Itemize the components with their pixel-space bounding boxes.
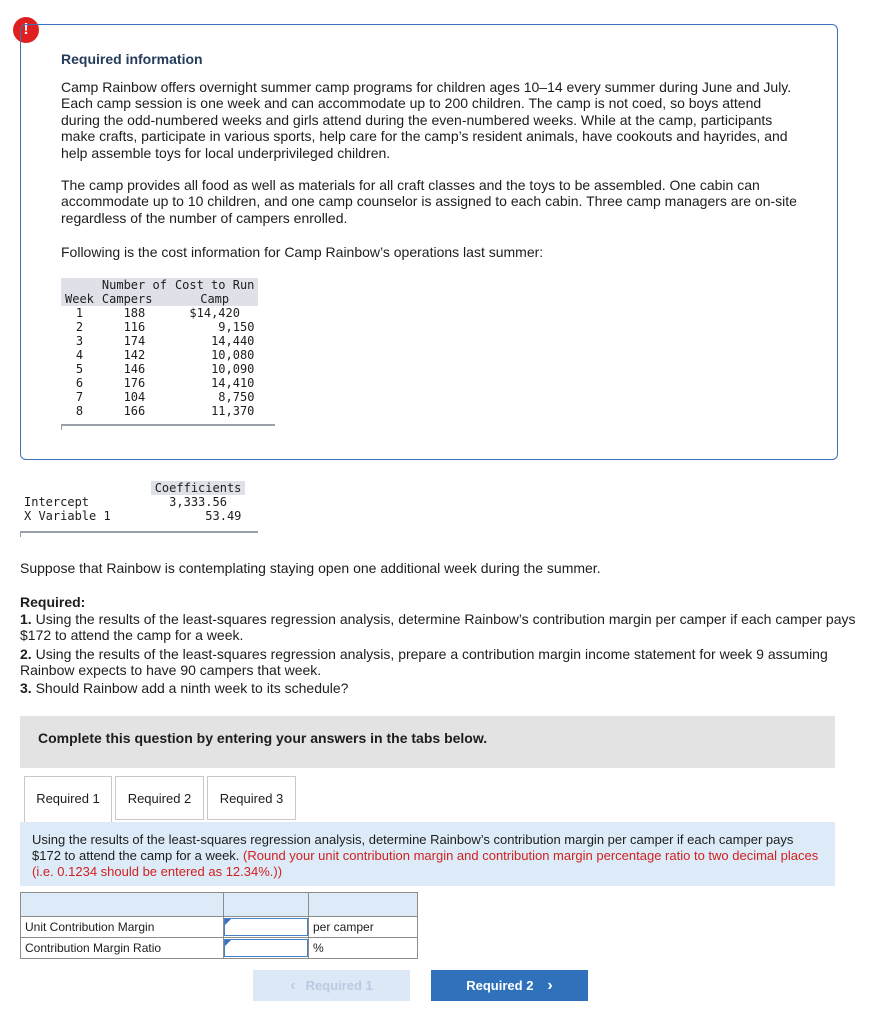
cost-cell: 8,750 (171, 390, 258, 404)
item-number: 3. (20, 680, 32, 696)
coef-label: Intercept (24, 495, 90, 509)
coef-divider (20, 531, 258, 533)
answer-unit: per camper (309, 917, 418, 938)
table-row (61, 320, 258, 334)
table-row (61, 376, 258, 390)
coef-divider-tick (20, 531, 21, 537)
table-header-cell: Campers (98, 292, 171, 306)
week-cell: 2 (61, 320, 98, 334)
table-header-cell: Cost to Run (171, 278, 258, 292)
chevron-right-icon: › (547, 977, 553, 994)
suppose-text: Suppose that Rainbow is contemplating staying open one additional week during the summer. (20, 560, 601, 576)
required-information-box (20, 24, 838, 460)
table-row (61, 404, 258, 418)
complete-question-bar (20, 716, 835, 768)
week-cell: 8 (61, 404, 98, 418)
campers-cell: 166 (98, 404, 171, 418)
next-required-button[interactable] (431, 970, 588, 1001)
table-row (21, 938, 418, 959)
campers-cell: 146 (98, 362, 171, 376)
cost-cell: 10,090 (171, 362, 258, 376)
table-row (61, 348, 258, 362)
item-text: Should Rainbow add a ninth week to its schedule? (31, 680, 349, 696)
answer-label: Contribution Margin Ratio (21, 938, 224, 959)
table-header-cell: Camp (171, 292, 258, 306)
week-cell: 5 (61, 362, 98, 376)
item-text: Using the results of the least-squares regression analysis, determine Rainbow’s contribution margin per camper if each camper pays $172 to attend the camp for a week. (20, 611, 856, 644)
tab-required-1[interactable]: Required 1 (24, 776, 112, 822)
prev-button-label: Required 1 (305, 978, 373, 993)
week-cell: 6 (61, 376, 98, 390)
cost-data-table (61, 278, 258, 418)
answer-unit: % (309, 938, 418, 959)
info-paragraph-1: Camp Rainbow offers overnight summer camp programs for children ages 10–14 every summer during June and July. Each camp session is one week and can accommodate up to 200 children. The camp is not coed, so boys attend during the odd-numbered weeks and girls attend during the even-numbered weeks. While at the camp, participants make crafts, participate in various sports, help care for the camp’s resident animals, have cookouts and hayrides, and help assemble toys for local underprivileged children. (61, 79, 792, 161)
item-number: 1. (20, 611, 32, 627)
info-paragraph-2: The camp provides all food as well as materials for all craft classes and the toys to be assembled. One cabin can accommodate up to 10 children, and one camp counselor is assigned to each cabin. Three camp managers are on-site regardless of the number of campers enrolled. (61, 177, 797, 226)
answer-header-cell (224, 893, 309, 917)
campers-cell: 176 (98, 376, 171, 390)
answer-label: Unit Contribution Margin (21, 917, 224, 938)
rounding-note: (Round your unit contribution margin and contribution margin percentage ratio to two decimal places (i.e. 0.1234 should be entered as 12.34%.)) (32, 848, 819, 879)
item-text: Using the results of the least-squares regression analysis, prepare a contribution margin income statement for week 9 assuming Rainbow expects to have 90 campers that week. (20, 646, 828, 679)
campers-cell: 116 (98, 320, 171, 334)
info-paragraph-3: Following is the cost information for Camp Rainbow’s operations last summer: (61, 244, 544, 260)
coef-header-blank (20, 481, 151, 495)
info-title: Required information (61, 51, 203, 67)
week-cell: 1 (61, 306, 98, 320)
chevron-left-icon: ‹ (290, 977, 296, 994)
coef-label: X Variable 1 (24, 509, 111, 523)
table-header-cell (61, 278, 98, 292)
week-cell: 4 (61, 348, 98, 362)
table-row (61, 334, 258, 348)
table-header-cell: Number of (98, 278, 171, 292)
table-row (21, 917, 418, 938)
unit-contribution-margin-input[interactable] (224, 918, 308, 936)
coef-value: 53.49 (205, 509, 242, 523)
tab-required-3[interactable]: Required 3 (207, 776, 296, 820)
required-item-2 (20, 646, 880, 679)
next-button-label: Required 2 (466, 978, 534, 993)
table-divider-tick (61, 424, 62, 430)
table-row (20, 509, 245, 523)
cost-cell: 14,440 (171, 334, 258, 348)
table-row (61, 306, 258, 320)
contribution-margin-ratio-input[interactable] (224, 939, 308, 957)
answer-header-row (21, 893, 418, 917)
required-item-1 (20, 611, 880, 644)
campers-cell: 104 (98, 390, 171, 404)
table-divider (61, 424, 275, 426)
table-row (20, 495, 245, 509)
week-cell: 7 (61, 390, 98, 404)
week-cell: 3 (61, 334, 98, 348)
item-number: 2. (20, 646, 32, 662)
table-row (61, 362, 258, 376)
cost-cell: $14,420 (171, 306, 258, 320)
complete-question-text: Complete this question by entering your answers in the tabs below. (38, 730, 488, 746)
tab-required-2[interactable]: Required 2 (115, 776, 204, 820)
required-label: Required: (20, 594, 86, 610)
answer-header-cell (309, 893, 418, 917)
answer-header-cell (21, 893, 224, 917)
table-row (61, 390, 258, 404)
cost-cell: 11,370 (171, 404, 258, 418)
cost-cell: 14,410 (171, 376, 258, 390)
prev-required-button[interactable] (253, 970, 410, 1001)
campers-cell: 188 (98, 306, 171, 320)
cost-cell: 10,080 (171, 348, 258, 362)
coef-value: 3,333.56 (169, 495, 227, 509)
instructions-text: Using the results of the least-squares regression analysis, determine Rainbow’s contribution margin per camper if each camper pays $172 to attend the camp for a week. (32, 832, 794, 863)
tab-instructions (20, 822, 835, 886)
cost-cell: 9,150 (171, 320, 258, 334)
coef-header: Coefficients (151, 481, 246, 495)
coefficients-table (20, 481, 245, 523)
campers-cell: 142 (98, 348, 171, 362)
answer-table (20, 892, 418, 959)
required-item-3 (20, 680, 880, 696)
campers-cell: 174 (98, 334, 171, 348)
alert-icon: ! (13, 17, 39, 43)
table-header-cell: Week (61, 292, 98, 306)
